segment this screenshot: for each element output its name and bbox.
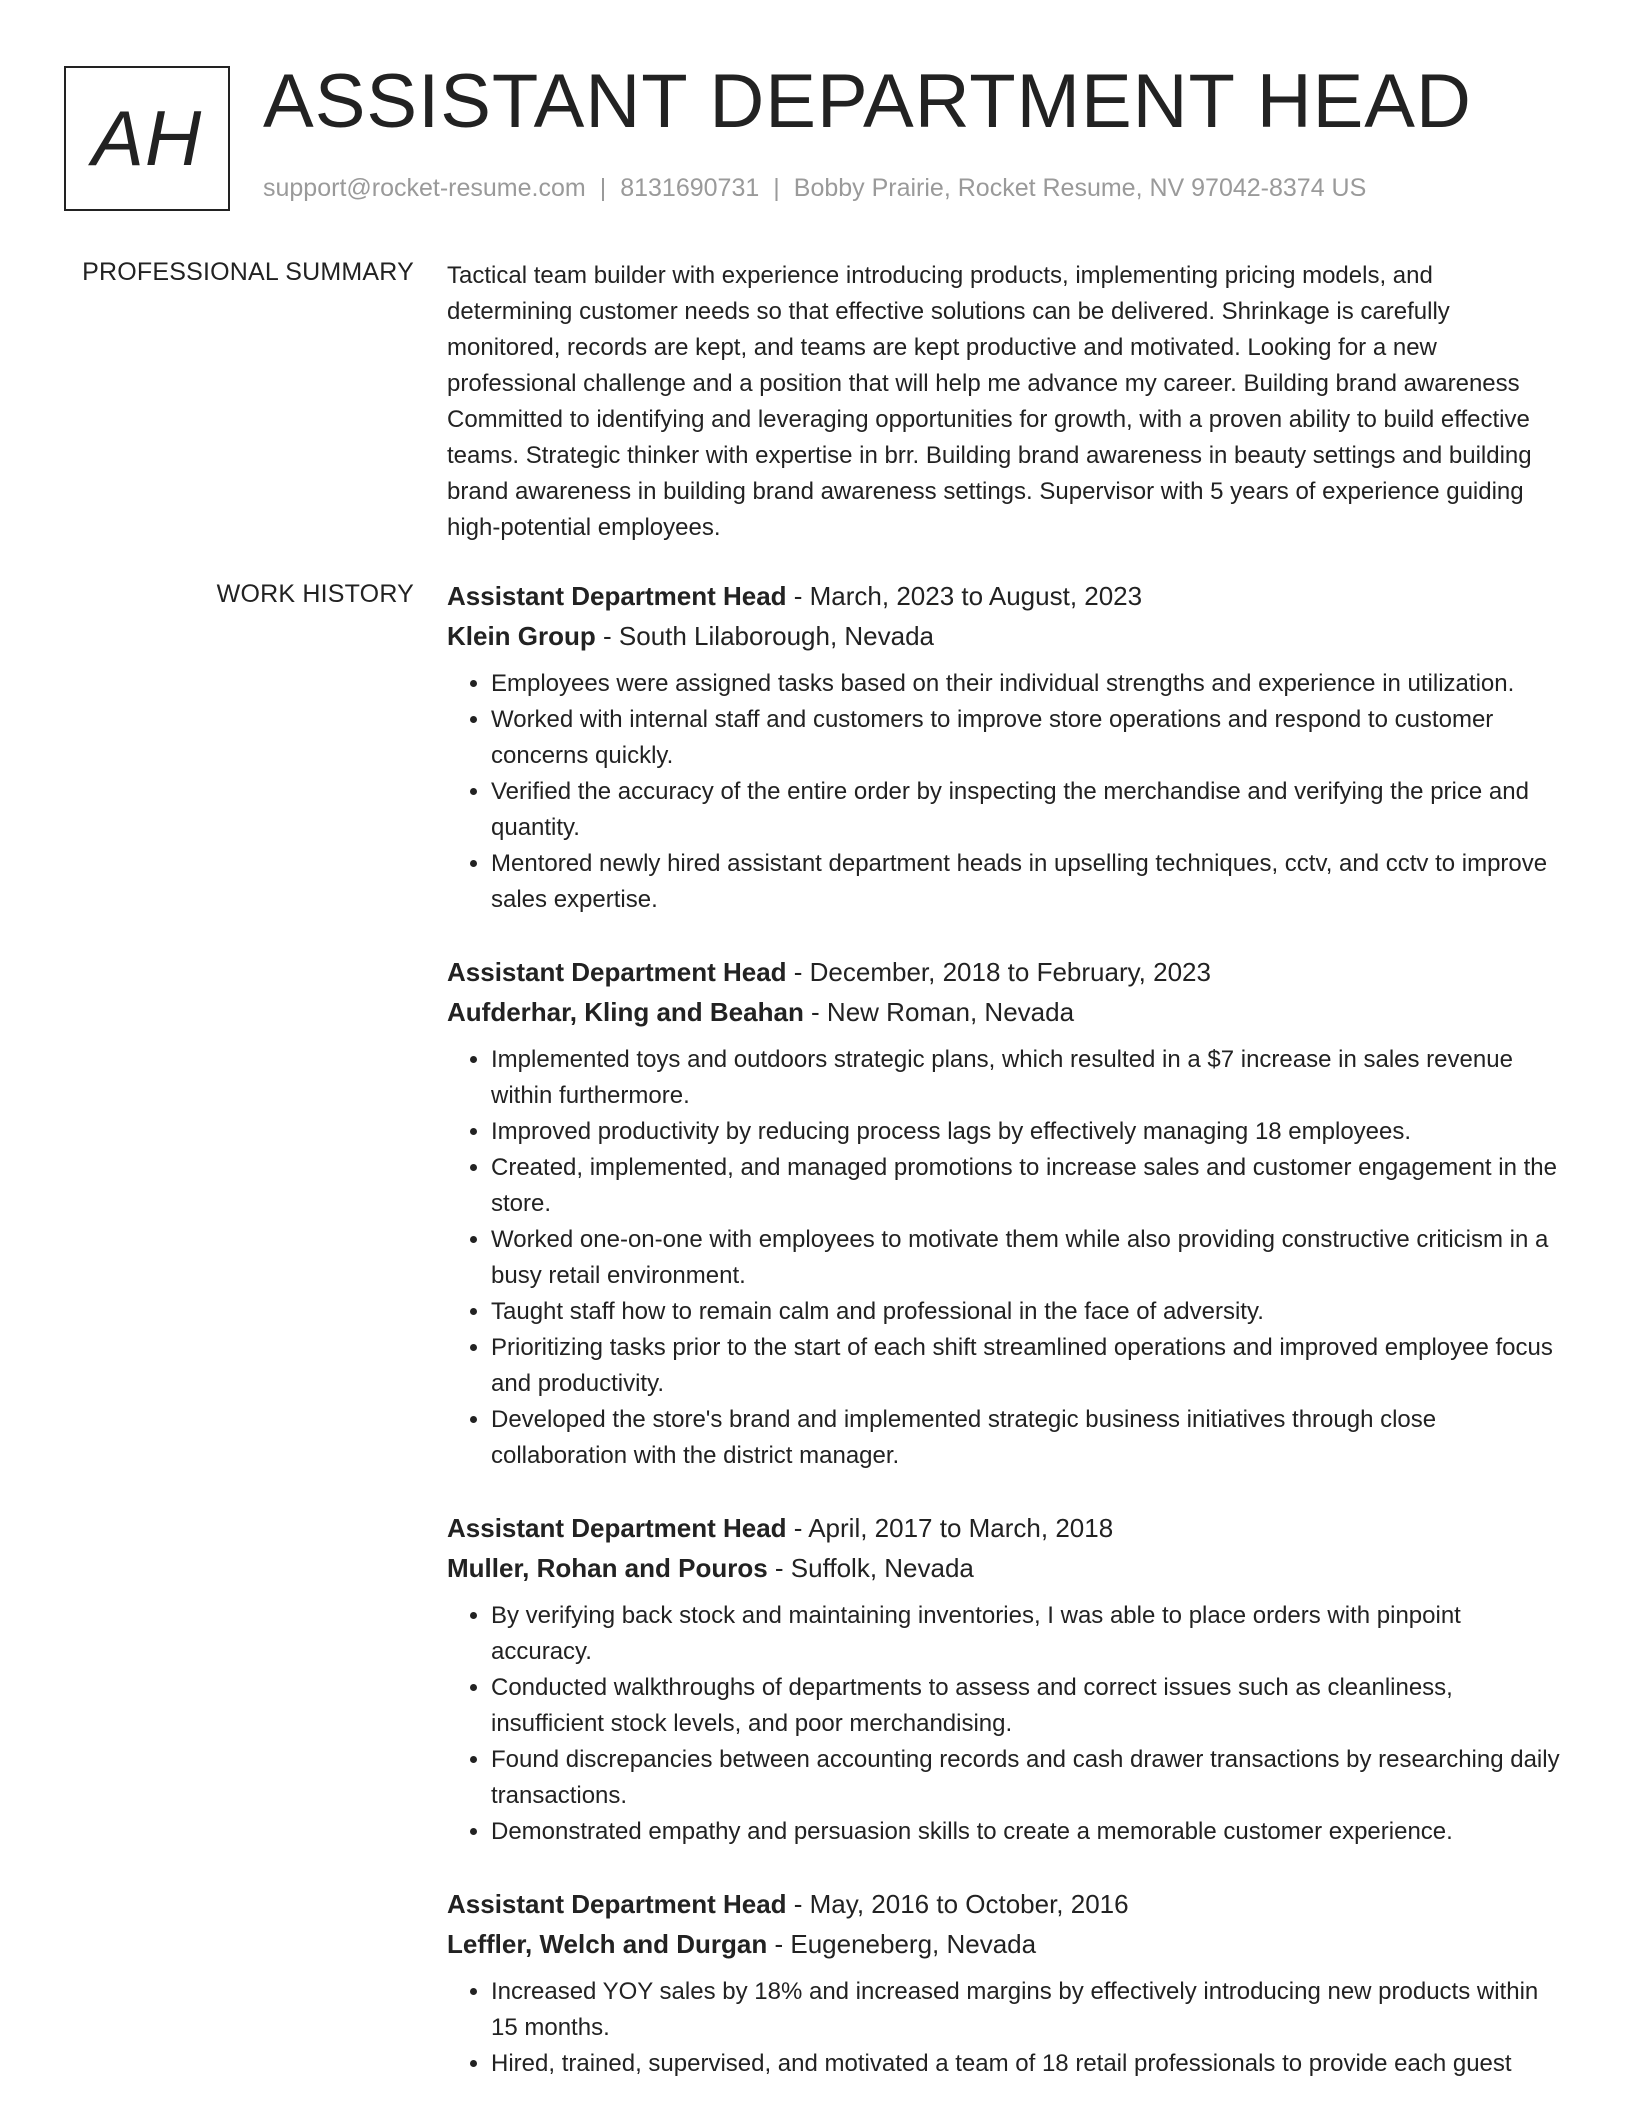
job-location: - Eugeneberg, Nevada — [767, 1929, 1037, 1959]
job-entry — [447, 576, 1562, 918]
job-title-line — [447, 576, 1562, 616]
job-dates: - May, 2016 to October, 2016 — [786, 1889, 1129, 1919]
job-company-line — [447, 1924, 1562, 1964]
summary-heading: PROFESSIONAL SUMMARY — [82, 258, 414, 286]
work-history-heading: WORK HISTORY — [216, 580, 414, 608]
job-bullet-list — [447, 1974, 1562, 2082]
job-entry — [447, 1508, 1562, 1850]
job-bullet: • Found discrepancies between accounting records and cash drawer transactions by researching daily transactions. — [491, 1742, 1562, 1814]
summary-text: Tactical team builder with experience introducing products, implementing pricing models, and determining customer needs so that effective solutions can be delivered. Shrinkage is carefully monitored, records are kept, and teams are kept productive and motivated. Looking for a new professional challenge and a position that will help me advance my career. Building brand awareness Committed to identifying and leveraging opportunities for growth, with a proven ability to build effective teams. Strategic thinker with expertise in brr. Building brand awareness in beauty settings and building brand awareness in building brand awareness settings. Supervisor with 5 years of experience guiding high-potential employees. — [447, 262, 1532, 541]
job-location: - South Lilaborough, Nevada — [595, 621, 935, 651]
contact-separator: | — [599, 174, 607, 202]
job-bullet: • Improved productivity by reducing process lags by effectively managing 18 employees. — [491, 1114, 1562, 1150]
job-company-line — [447, 1548, 1562, 1588]
job-bullet: • Verified the accuracy of the entire order by inspecting the merchandise and verifying the price and quantity. — [491, 774, 1562, 846]
job-company: Klein Group — [447, 621, 596, 651]
contact-address: Bobby Prairie, Rocket Resume, NV 97042-8374 US — [793, 174, 1367, 202]
job-bullet: • Taught staff how to remain calm and professional in the face of adversity. — [491, 1294, 1562, 1330]
job-bullet: • Hired, trained, supervised, and motivated a team of 18 retail professionals to provide each guest — [491, 2046, 1562, 2082]
job-bullet: • Conducted walkthroughs of departments to assess and correct issues such as cleanliness, insufficient stock levels, and poor merchandising. — [491, 1670, 1562, 1742]
job-entry — [447, 952, 1562, 1474]
job-bullet: • Created, implemented, and managed promotions to increase sales and customer engagement in the store. — [491, 1150, 1562, 1222]
job-company: Muller, Rohan and Pouros — [447, 1553, 768, 1583]
job-title: Assistant Department Head — [447, 1513, 787, 1543]
job-bullet: • Worked with internal staff and customers to improve store operations and respond to customer concerns quickly. — [491, 702, 1562, 774]
job-bullet: • Mentored newly hired assistant department heads in upselling techniques, cctv, and cctv to improve sales expertise. — [491, 846, 1562, 918]
job-title-line — [447, 952, 1562, 992]
job-company-line — [447, 992, 1562, 1032]
summary-body — [447, 258, 1562, 546]
job-dates: - April, 2017 to March, 2018 — [786, 1513, 1114, 1543]
job-company-line — [447, 616, 1562, 656]
job-company: Aufderhar, Kling and Beahan — [447, 997, 804, 1027]
job-bullet: • Employees were assigned tasks based on their individual strengths and experience in utilization. — [491, 666, 1562, 702]
work-history-body — [447, 576, 1562, 2116]
contact-email: support@rocket-resume.com — [263, 174, 586, 202]
job-entry — [447, 1884, 1562, 2082]
job-bullet: • Increased YOY sales by 18% and increased margins by effectively introducing new products within 15 months. — [491, 1974, 1562, 2046]
contact-separator: | — [773, 174, 780, 202]
job-bullet-list — [447, 1598, 1562, 1850]
job-location: - New Roman, Nevada — [803, 997, 1075, 1027]
job-dates: - December, 2018 to February, 2023 — [786, 957, 1211, 987]
job-title: Assistant Department Head — [447, 1889, 787, 1919]
job-bullet: • Developed the store's brand and implemented strategic business initiatives through close collaboration with the district manager. — [491, 1402, 1562, 1474]
job-bullet: • Implemented toys and outdoors strategic plans, which resulted in a $7 increase in sales revenue within furthermore. — [491, 1042, 1562, 1114]
monogram-badge: AH — [64, 66, 230, 211]
job-bullet: • By verifying back stock and maintaining inventories, I was able to place orders with pinpoint accuracy. — [491, 1598, 1562, 1670]
job-title: Assistant Department Head — [447, 581, 787, 611]
job-title-line — [447, 1884, 1562, 1924]
contact-line — [263, 174, 1366, 203]
job-bullet-list — [447, 1042, 1562, 1474]
contact-phone: 8131690731 — [620, 174, 760, 202]
job-bullet: • Worked one-on-one with employees to motivate them while also providing constructive criticism in a busy retail environment. — [491, 1222, 1562, 1294]
resume-title: ASSISTANT DEPARTMENT HEAD — [263, 59, 1472, 144]
job-dates: - March, 2023 to August, 2023 — [786, 581, 1143, 611]
job-bullet: • Prioritizing tasks prior to the start of each shift streamlined operations and improved employee focus and productivity. — [491, 1330, 1562, 1402]
job-location: - Suffolk, Nevada — [767, 1553, 974, 1583]
job-bullet: • Demonstrated empathy and persuasion skills to create a memorable customer experience. — [491, 1814, 1562, 1850]
job-title: Assistant Department Head — [447, 957, 787, 987]
job-title-line — [447, 1508, 1562, 1548]
job-company: Leffler, Welch and Durgan — [447, 1929, 768, 1959]
job-bullet-list — [447, 666, 1562, 918]
